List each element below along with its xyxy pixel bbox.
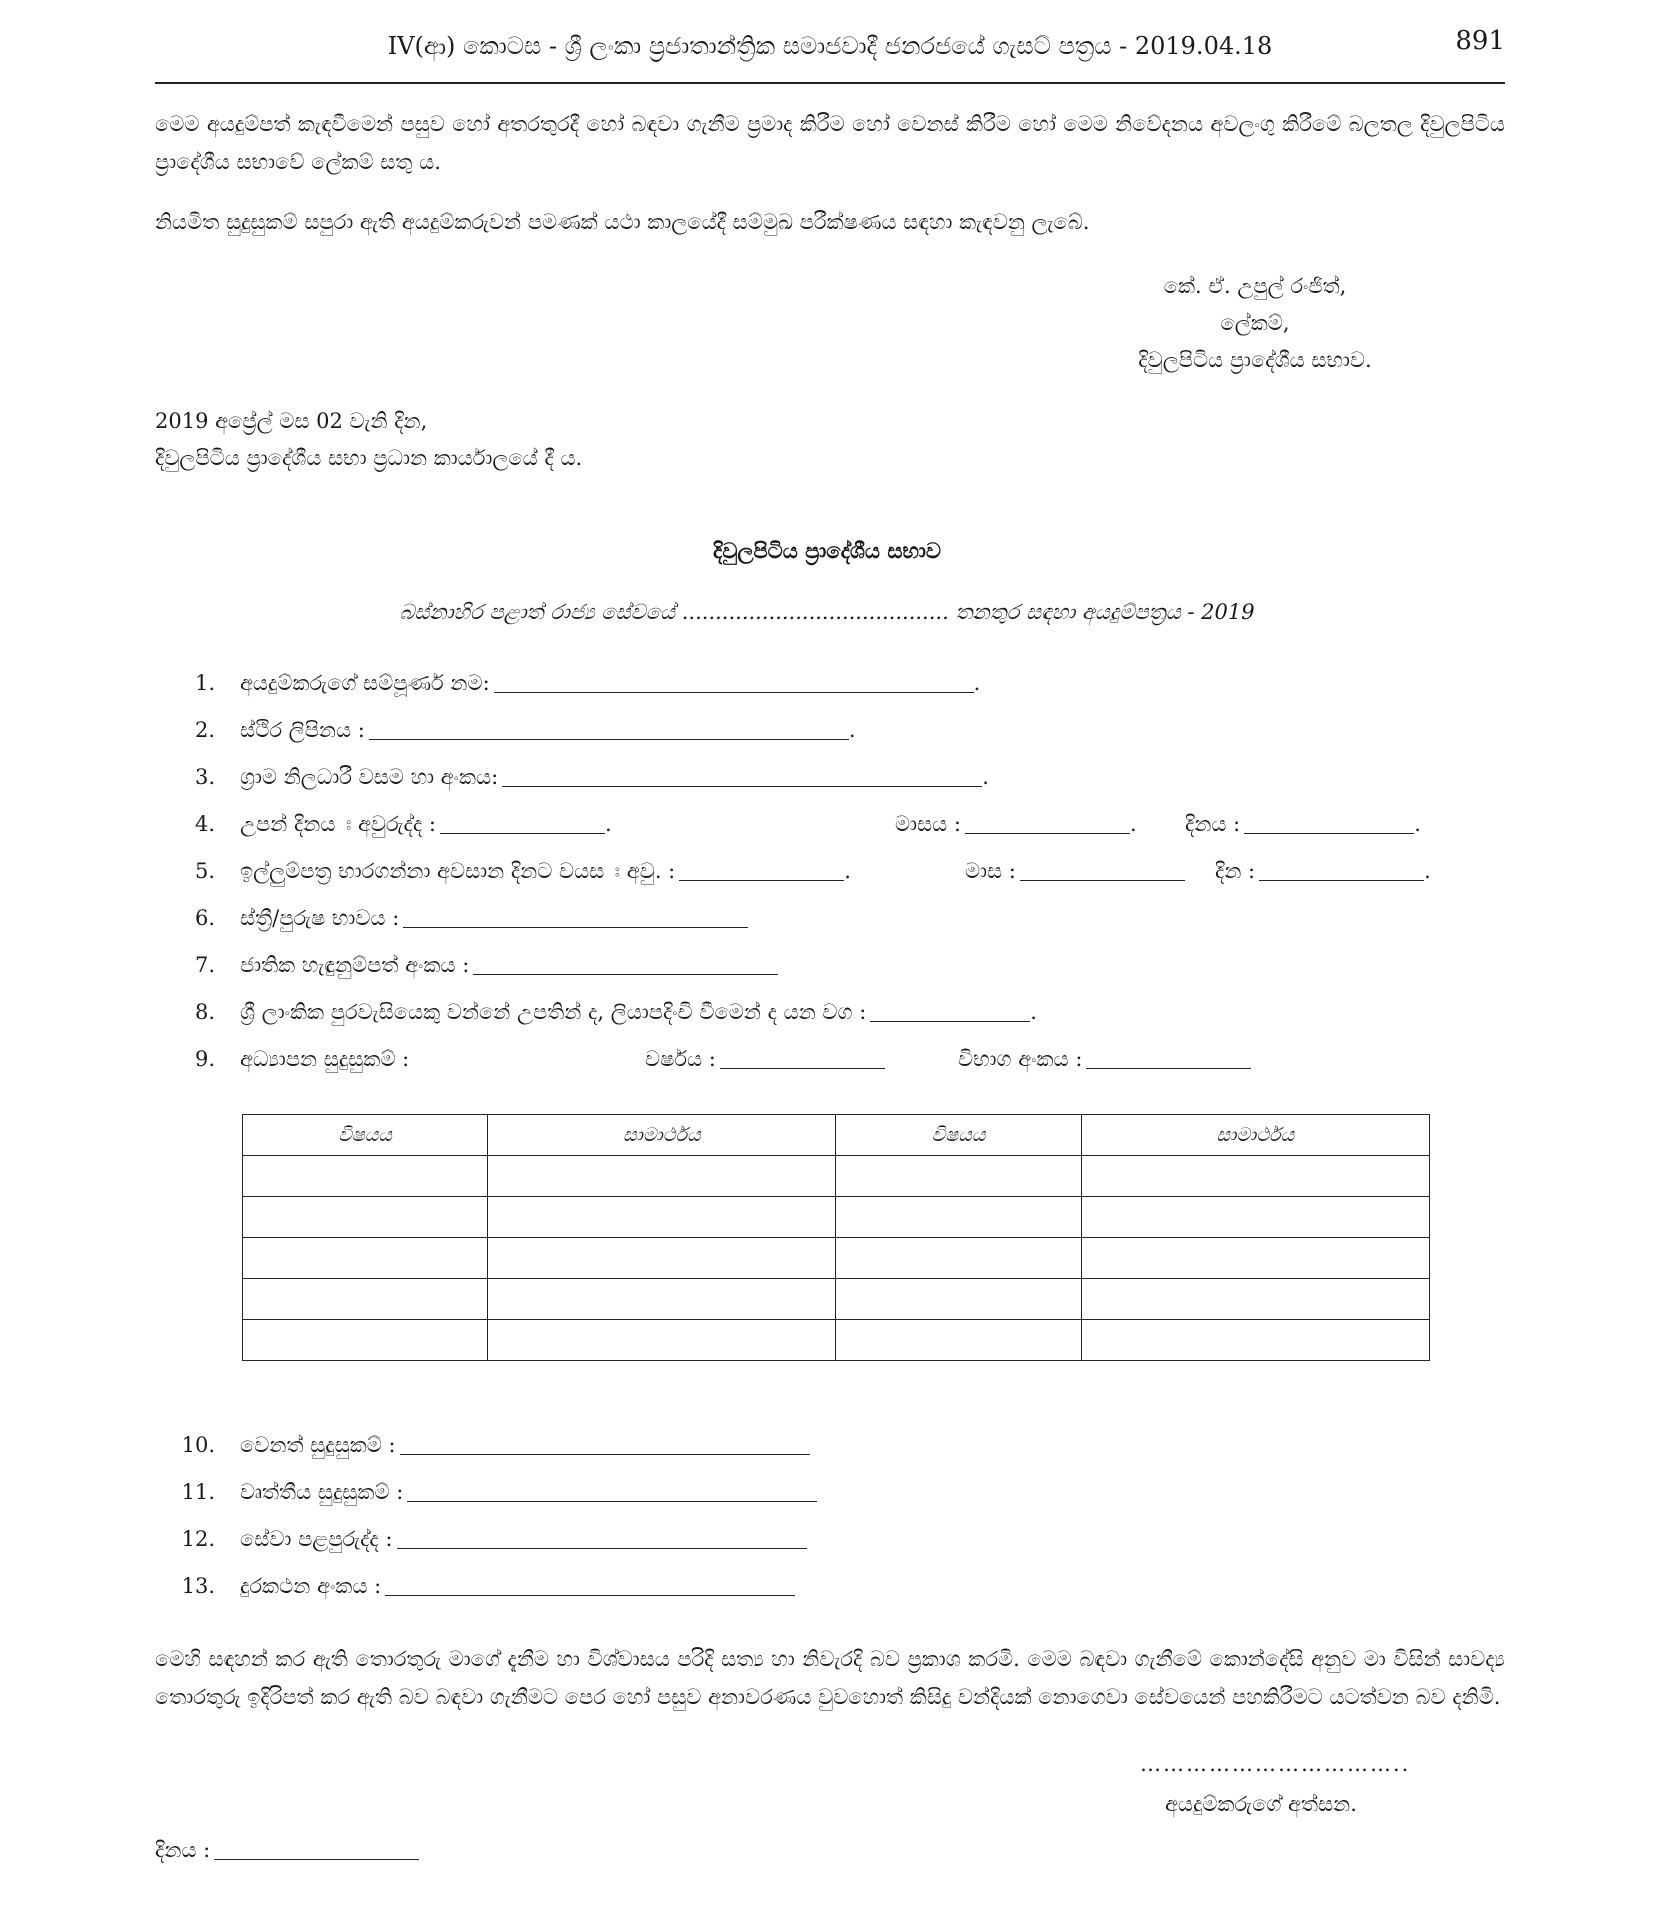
field-label: වෘත්තීය සුදුසුකම් : — [240, 1480, 404, 1504]
field-row — [240, 856, 851, 886]
page-number: 891 — [1455, 26, 1505, 56]
table-cell[interactable] — [243, 1197, 488, 1238]
field-number: 3. — [194, 765, 215, 789]
field-number: 10. — [181, 1433, 215, 1457]
table-header: සාමාර්ථය — [488, 1115, 836, 1156]
table-cell[interactable] — [243, 1279, 488, 1320]
table-cell[interactable] — [836, 1320, 1081, 1361]
notice-date: 2019 අප්‍රේල් මස 02 වැනි දින, — [155, 409, 428, 433]
birth-day-input-line[interactable] — [1244, 817, 1414, 834]
birth-month-group — [895, 809, 1137, 839]
professional-qualifications-input-line[interactable] — [407, 1485, 817, 1502]
field-end: . — [973, 671, 981, 695]
gazette-title: IV(ආ) කොටස - ශ්‍රී ලංකා ප්‍රජාතාන්ත්‍රික සමාජවාදී ජනරජයේ ගැසට් පත්‍රය - 2019.04.18 — [387, 32, 1273, 60]
table-cell[interactable] — [1081, 1156, 1429, 1197]
field-row — [240, 1524, 807, 1554]
signatory-block — [1085, 268, 1425, 379]
table-cell[interactable] — [488, 1238, 836, 1279]
field-number: 6. — [194, 906, 215, 930]
field-label: ශ්‍රී ලාංකික පුරවැසියෙකු වන්නේ උපතින් ද, ලියාපදිංචි වීමෙන් ද යන වග : — [240, 1000, 867, 1024]
exam-year-input-line[interactable] — [720, 1052, 885, 1069]
birth-day-group — [1185, 809, 1421, 839]
field-number: 2. — [194, 718, 215, 742]
field-number: 12. — [181, 1527, 215, 1551]
field-end: . — [1424, 859, 1431, 883]
field-row — [240, 762, 989, 792]
form-title: දිවුලපිටිය ප්‍රාදේශීය සභාව — [713, 538, 941, 563]
gender-input-line[interactable] — [403, 911, 748, 928]
signature-label: අයදුම්කරුගේ අත්සන. — [1165, 1792, 1357, 1816]
field-end: . — [1030, 1000, 1037, 1024]
field-end: . — [1414, 812, 1421, 836]
field-label: ස්ථිර ලිපිනය : — [240, 718, 365, 742]
notice-date-place — [155, 403, 582, 477]
table-row — [243, 1197, 1430, 1238]
table-row — [243, 1320, 1430, 1361]
table-cell[interactable] — [488, 1279, 836, 1320]
table-cell[interactable] — [836, 1197, 1081, 1238]
index-label: විභාග අංකය : — [958, 1047, 1083, 1071]
field-row — [240, 715, 856, 745]
signatory-office: දිවුලපිටිය ප්‍රාදේශීය සභාව. — [1138, 348, 1372, 372]
table-cell[interactable] — [488, 1156, 836, 1197]
field-row — [240, 997, 1037, 1027]
field-label: ස්ත්‍රී/පුරුෂ භාවය : — [240, 906, 400, 930]
table-header: සාමාර්ථය — [1081, 1115, 1429, 1156]
gn-division-input-line[interactable] — [502, 770, 982, 787]
full-name-input-line[interactable] — [494, 676, 974, 693]
table-cell[interactable] — [836, 1238, 1081, 1279]
table-cell[interactable] — [1081, 1279, 1429, 1320]
exam-index-input-line[interactable] — [1086, 1052, 1251, 1069]
field-number: 5. — [194, 859, 215, 883]
months-label: මාස : — [965, 859, 1016, 883]
field-row — [240, 950, 778, 980]
age-months-input-line[interactable] — [1020, 864, 1185, 881]
age-days-input-line[interactable] — [1259, 864, 1424, 881]
other-qualifications-input-line[interactable] — [400, 1438, 810, 1455]
table-cell[interactable] — [1081, 1238, 1429, 1279]
notice-paragraph-2: නියමිත සුදුසුකම් සපුරා ඇති අයදුම්කරුවන් පමණක් යථා කාලයේදී සම්මුඛ පරීක්ෂණය සඳහා කැඳවනු ලැබේ. — [155, 210, 1090, 234]
field-label: උපන් දිනය ඃ අවුරුද්ද : — [240, 812, 436, 836]
table-header-row — [243, 1115, 1430, 1156]
field-label: දුරකථන අංකය : — [240, 1574, 382, 1598]
field-label: අයදුම්කරුගේ සම්පූර්ණ නම: — [240, 671, 490, 695]
field-row — [240, 903, 748, 933]
form-subtitle: බස්නාහිර පළාත් රාජ්‍ය සේවයේ ........................................ තනතුර සඳහා අයදුම්පත්‍රය - 2019 — [399, 600, 1255, 624]
field-end: . — [848, 718, 856, 742]
date-label: දිනය : — [155, 1838, 211, 1862]
month-label: මාසය : — [895, 812, 961, 836]
field-number: 4. — [194, 812, 215, 836]
field-label: ජාතික හැඳුනුම්පත් අංකය : — [240, 953, 470, 977]
phone-input-line[interactable] — [385, 1579, 795, 1596]
table-cell[interactable] — [836, 1279, 1081, 1320]
qualifications-table — [242, 1114, 1430, 1361]
exam-year-group — [645, 1044, 885, 1074]
field-date — [155, 1838, 419, 1863]
field-row — [240, 1571, 795, 1601]
field-end: . — [604, 812, 612, 836]
address-input-line[interactable] — [369, 723, 849, 740]
age-years-input-line[interactable] — [679, 864, 844, 881]
field-label: ඉල්ලුම්පත්‍ර භාරගන්නා අවසාන දිනට වයස ඃ අවු. : — [240, 859, 676, 883]
declaration-text: මෙහි සඳහන් කර ඇති තොරතුරු මාගේ දැනීම හා විශ්වාසය පරිදි සත්‍ය හා නිවැරදි බව ප්‍රකාශ කරමි. මෙම බඳවා ගැනීමේ කොන්දේසි අනුව මා විසින් සාවද්‍ය තොරතුරු ඉදිරිපත් කර ඇති බව බඳවා ගැනීමට පෙර හෝ පසුව අනාවරණය වුවහොත් කිසිදු වන්දියක් නොගෙවා සේවයෙන් පහකිරීමට යටත්වන බව දනිමි. — [155, 1647, 1505, 1709]
signature-line[interactable]: …………………………….. — [1140, 1752, 1411, 1776]
table-cell[interactable] — [488, 1320, 836, 1361]
birth-month-input-line[interactable] — [965, 817, 1130, 834]
field-number: 8. — [194, 1000, 215, 1024]
birth-year-input-line[interactable] — [440, 817, 605, 834]
field-end: . — [1129, 812, 1137, 836]
day-label: දිනය : — [1185, 812, 1241, 836]
service-experience-input-line[interactable] — [397, 1532, 807, 1549]
field-number: 9. — [194, 1047, 215, 1071]
table-cell[interactable] — [243, 1238, 488, 1279]
table-cell[interactable] — [243, 1156, 488, 1197]
table-cell[interactable] — [1081, 1197, 1429, 1238]
table-row — [243, 1156, 1430, 1197]
date-input-line[interactable] — [214, 1843, 419, 1860]
field-label: වෙනත් සුදුසුකම් : — [240, 1433, 396, 1457]
field-number: 13. — [181, 1574, 215, 1598]
days-label: දින : — [1215, 859, 1256, 883]
field-label: අධ්‍යාපන සුදුසුකම් : — [240, 1047, 410, 1071]
field-end: . — [982, 765, 989, 789]
exam-index-group — [958, 1044, 1251, 1074]
field-label: සේවා පළපුරුද්ද : — [240, 1527, 393, 1551]
table-header: විෂයය — [836, 1115, 1081, 1156]
gazette-header — [155, 22, 1505, 84]
field-number: 11. — [181, 1480, 215, 1504]
field-row — [240, 809, 612, 839]
field-label: ග්‍රාම නිලධාරී වසම හා අංකය: — [240, 765, 499, 789]
table-row — [243, 1238, 1430, 1279]
field-number: 1. — [194, 671, 215, 695]
citizenship-input-line[interactable] — [870, 1005, 1030, 1022]
table-header: විෂයය — [243, 1115, 488, 1156]
field-number: 7. — [194, 953, 215, 977]
table-row — [243, 1279, 1430, 1320]
field-row — [240, 1430, 810, 1460]
table-cell[interactable] — [1081, 1320, 1429, 1361]
table-cell[interactable] — [488, 1197, 836, 1238]
signatory-name: කේ. ඒ. උපුල් රංජිත්, — [1163, 274, 1347, 298]
age-days-group — [1215, 856, 1431, 886]
notice-place: දිවුලපිටිය ප්‍රාදේශීය සභා ප්‍රධාන කාර්යාලයේ දී ය. — [155, 446, 583, 470]
notice-paragraph-1: මෙම අයදුම්පත් කැඳවීමෙන් පසුව හෝ අතරතුරදී හෝ බඳවා ගැනීම ප්‍රමාද කිරීම හෝ වෙනස් කිරීම හෝ මෙම නිවේදනය අවලංගු කිරීමේ බලතල දිවුලපිටිය ප්‍රාදේශීය සභාවේ ලේකම් සතු ය. — [155, 112, 1505, 174]
field-row — [240, 668, 980, 698]
age-months-group — [965, 856, 1185, 886]
year-label: වර්ෂය : — [645, 1047, 716, 1071]
table-cell[interactable] — [836, 1156, 1081, 1197]
field-row — [240, 1477, 817, 1507]
signatory-designation: ලේකම්, — [1220, 311, 1290, 335]
nic-input-line[interactable] — [473, 958, 778, 975]
field-end: . — [844, 859, 851, 883]
table-cell[interactable] — [243, 1320, 488, 1361]
